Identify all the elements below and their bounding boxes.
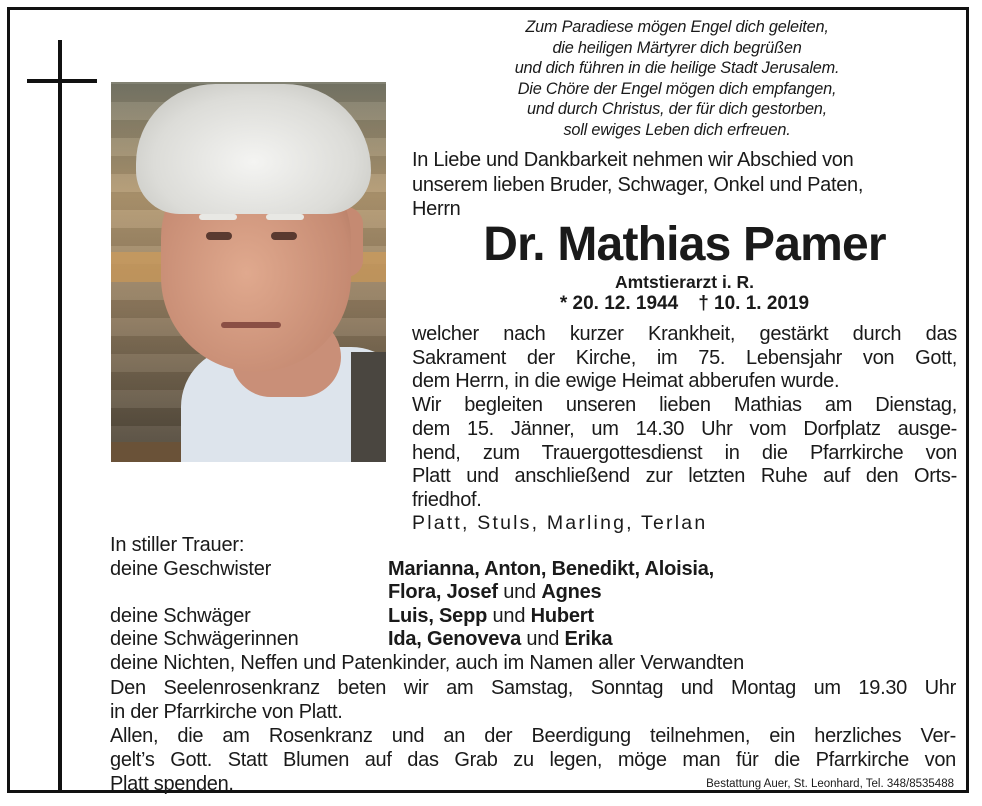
intro-line: In Liebe und Dankbarkeit nehmen wir Abschied von (412, 149, 854, 171)
mourner-label: deine Schwäger (110, 604, 251, 627)
mourner-row-sisters-in-law (110, 628, 960, 652)
deceased-name: Dr. Mathias Pamer (483, 218, 886, 271)
undertaker-credit: Bestattung Auer, St. Leonhard, Tel. 348/8535488 (706, 778, 954, 790)
mourner-names: Agnes (541, 581, 602, 603)
verse-line: und durch Christus, der für dich gestorben, (526, 100, 827, 119)
mourner-label: deine Schwägerinnen (110, 628, 299, 650)
mourner-row-siblings (110, 558, 960, 582)
body-line: friedhof. (412, 488, 482, 511)
verse-line: soll ewiges Leben dich erfreuen. (563, 120, 791, 139)
conjunction: und (487, 604, 531, 627)
closing-line: in der Pfarrkirche von Platt. (110, 701, 343, 723)
mourner-row-relatives: deine Nichten, Neffen und Patenkinder, auch im Namen aller Verwandten (110, 651, 745, 674)
conjunction: und (497, 581, 542, 603)
mourner-names: Hubert (530, 604, 594, 627)
mourner-names: Luis, Sepp (388, 604, 488, 627)
intro-line: Herrn (412, 198, 461, 220)
cross-horizontal-bar (27, 79, 97, 83)
intro-line: unserem lieben Bruder, Schwager, Onkel und Paten, (412, 173, 864, 196)
mourner-names: Erika (564, 628, 613, 650)
mourner-names: Flora, Josef (388, 581, 498, 603)
mourners-heading: In stiller Trauer: (110, 534, 245, 556)
closing-line: Den Seelenrosenkranz beten wir am Samstag, Sonntag und Montag um 19.30 Uhr (110, 677, 956, 699)
deceased-title: Amtstierarzt i. R. (614, 272, 755, 292)
mourner-names: Marianna, Anton, Benedikt, Aloisia, (388, 557, 715, 580)
mourner-row-siblings-cont (110, 581, 960, 605)
body-line: hend, zum Trauergottesdienst in die Pfarrkirche von (412, 441, 957, 464)
body-line: Wir begleiten unseren lieben Mathias am Dienstag, (412, 394, 957, 417)
body-line: dem 15. Jänner, um 14.30 Uhr vom Dorfplatz ausge- (412, 417, 957, 440)
mourner-label: deine Geschwister (110, 557, 272, 580)
verse-line: Zum Paradiese mögen Engel dich geleiten, (525, 18, 829, 36)
portrait-photo (111, 82, 386, 462)
obituary-body (412, 323, 957, 513)
mourner-names: Ida, Genoveva (388, 628, 522, 650)
birth-date: * 20. 12. 1944 (559, 293, 679, 314)
death-date: † 10. 1. 2019 (698, 293, 810, 314)
verse-line: Die Chöre der Engel mögen dich empfangen, (517, 79, 837, 98)
closing-line: Platt spenden. (110, 773, 234, 795)
prayer-verse (412, 17, 942, 141)
body-line: Sakrament der Kirche, im 75. Lebensjahr von Gott, (412, 346, 957, 369)
life-dates (412, 292, 957, 316)
mourners-list (110, 534, 960, 675)
closing-line: Allen, die am Rosenkranz und an der Beerdigung teilnehmen, ein herzliches Ver- (110, 725, 956, 747)
body-line: welcher nach kurzer Krankheit, gestärkt durch das (412, 323, 957, 345)
body-line: Platt und anschließend zur letzten Ruhe auf den Orts- (412, 465, 957, 488)
conjunction: und (521, 628, 565, 650)
mourner-row-brothers-in-law (110, 605, 960, 629)
verse-line: die heiligen Märtyrer dich begrüßen (552, 38, 802, 57)
verse-line: und dich führen in die heilige Stadt Jerusalem. (514, 59, 840, 78)
places-list: Platt, Stuls, Marling, Terlan (412, 512, 708, 534)
intro-text (412, 148, 957, 222)
cross-vertical-bar (58, 40, 62, 790)
body-line: dem Herrn, in die ewige Heimat abberufen wurde. (412, 370, 840, 393)
closing-line: gelt’s Gott. Statt Blumen auf das Grab zu legen, möge man für die Pfarrkirche von (110, 749, 956, 771)
